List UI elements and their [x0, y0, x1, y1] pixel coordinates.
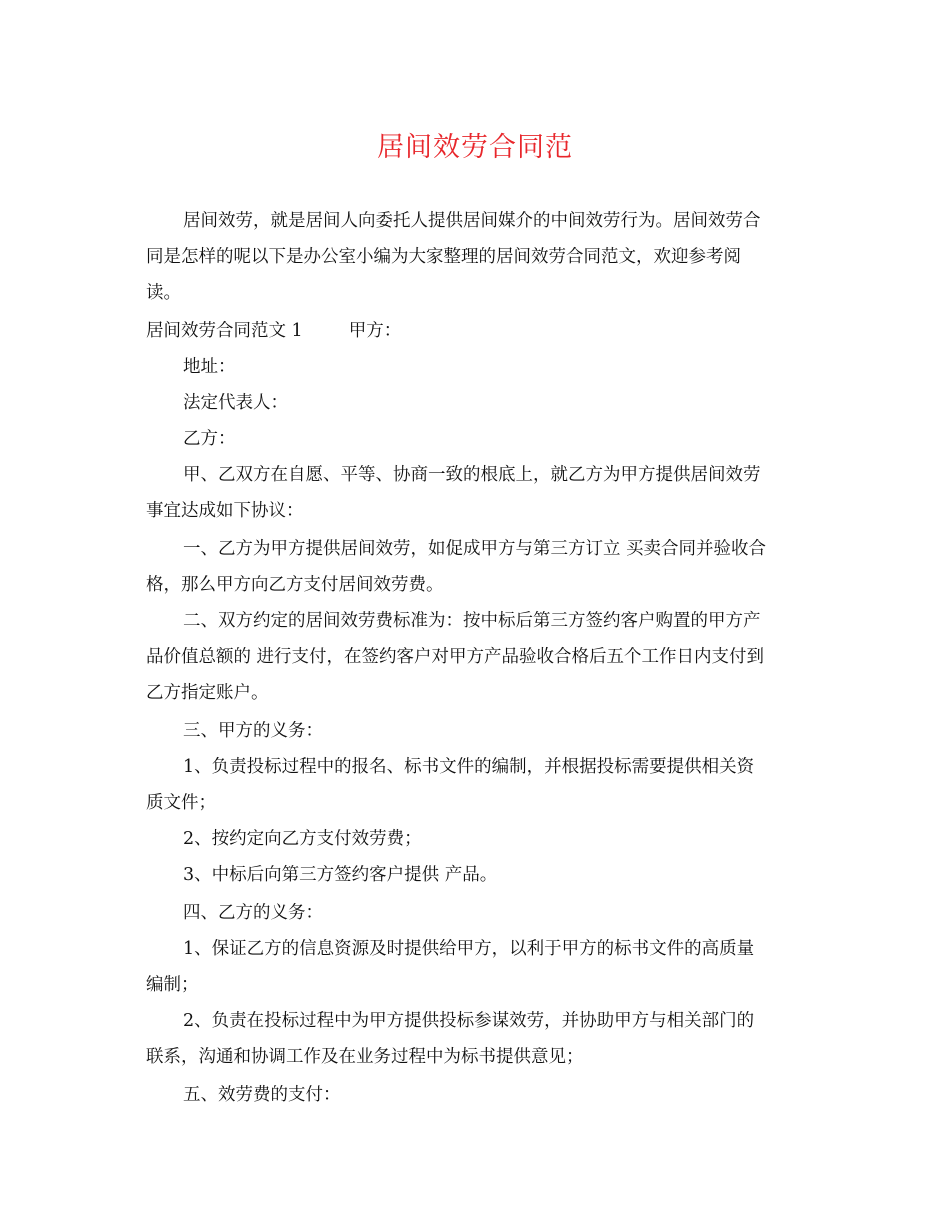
paragraph-line: 读。: [146, 283, 181, 303]
paragraph-line: 二、双方约定的居间效劳费标准为：按中标后第三方签约客户购置的甲方产: [183, 611, 761, 631]
list-item-continuation: 质文件；: [146, 793, 216, 813]
list-item-continuation: 联系，沟通和协调工作及在业务过程中为标书提供意见；: [146, 1047, 584, 1067]
list-item-continuation: 编制；: [146, 975, 199, 995]
list-item: 2、负责在投标过程中为甲方提供投标参谋效劳，并协助甲方与相关部门的: [183, 1011, 755, 1031]
paragraph-line: 同是怎样的呢以下是办公室小编为大家整理的居间效劳合同范文，欢迎参考阅: [146, 247, 741, 267]
section-heading: 居间效劳合同范文 1: [146, 321, 303, 341]
list-item: 2、按约定向乙方支付效劳费；: [183, 829, 422, 849]
section-heading: 三、甲方的义务：: [183, 721, 323, 741]
list-item: 1、保证乙方的信息资源及时提供给甲方，以利于甲方的标书文件的高质量: [183, 939, 755, 959]
paragraph-line: 事宜达成如下协议：: [146, 501, 304, 521]
document-title: 居间效劳合同范: [377, 132, 573, 163]
list-item: 1、负责投标过程中的报名、标书文件的编制，并根据投标需要提供相关资: [183, 757, 755, 777]
paragraph-line: 一、乙方为甲方提供居间效劳，如促成甲方与第三方订立 买卖合同并验收合: [183, 539, 767, 559]
paragraph-line: 品价值总额的 进行支付，在签约客户对甲方产品验收合格后五个工作日内支付到: [146, 647, 765, 667]
list-item: 3、中标后向第三方签约客户提供 产品。: [183, 865, 498, 885]
paragraph-line: 乙方指定账户。: [146, 683, 269, 703]
paragraph-line: 居间效劳，就是居间人向委托人提供居间媒介的中间效劳行为。居间效劳合: [183, 211, 761, 231]
section-heading: 四、乙方的义务：: [183, 903, 323, 923]
paragraph-line: 格，那么甲方向乙方支付居间效劳费。: [146, 575, 444, 595]
party-a-label: 甲方：: [348, 321, 402, 341]
address-label: 地址：: [183, 357, 236, 377]
section-heading: 五、效劳费的支付：: [183, 1085, 341, 1105]
legal-representative-label: 法定代表人：: [183, 393, 288, 413]
paragraph-line: 甲、乙双方在自愿、平等、协商一致的根底上，就乙方为甲方提供居间效劳: [183, 465, 761, 485]
section-heading-line: [146, 313, 806, 350]
party-b-label: 乙方：: [183, 429, 236, 449]
